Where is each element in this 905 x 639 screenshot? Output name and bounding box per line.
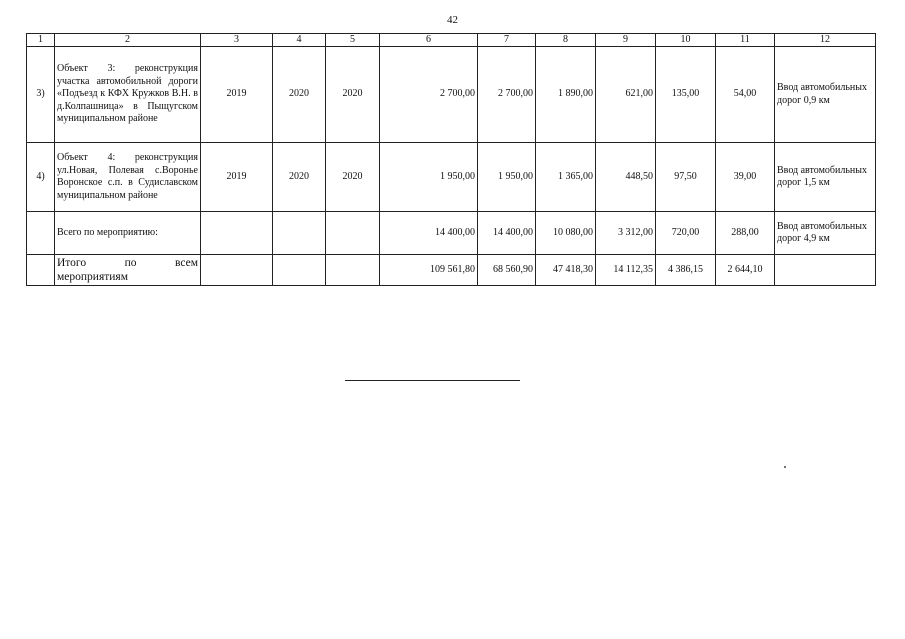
cell-col7: 14 400,00: [478, 212, 536, 255]
cell-col5: [326, 212, 380, 255]
cell-col7: 68 560,90: [478, 255, 536, 286]
column-header: 9: [596, 34, 656, 47]
cell-col10: 97,50: [656, 143, 716, 212]
column-header: 10: [656, 34, 716, 47]
cell-col11: 2 644,10: [716, 255, 775, 286]
column-header: 11: [716, 34, 775, 47]
cell-col8: 1 365,00: [536, 143, 596, 212]
column-header: 3: [201, 34, 273, 47]
cell-col11: 39,00: [716, 143, 775, 212]
column-header: 5: [326, 34, 380, 47]
row-number: 3): [27, 47, 55, 143]
total-label: Всего по мероприятию:: [55, 212, 201, 255]
cell-col4: 2020: [273, 47, 326, 143]
object-name: Объект 3: реконструкция участка автомобильной дороги «Подъезд к КФХ Кружков В.Н. в д.Колпашница» в Пыщугском муниципальном районе: [55, 47, 201, 143]
cell-col3: 2019: [201, 143, 273, 212]
cell-col10: 135,00: [656, 47, 716, 143]
row-number: [27, 255, 55, 286]
cell-col6: 2 700,00: [380, 47, 478, 143]
cell-col10: 720,00: [656, 212, 716, 255]
cell-col6: 14 400,00: [380, 212, 478, 255]
cell-col11: 54,00: [716, 47, 775, 143]
cell-col9: 621,00: [596, 47, 656, 143]
cell-col4: [273, 255, 326, 286]
cell-col5: 2020: [326, 143, 380, 212]
cell-col11: 288,00: [716, 212, 775, 255]
page-number: 42: [447, 14, 458, 26]
table-row-grand-total: [27, 255, 876, 286]
cell-col10: 4 386,15: [656, 255, 716, 286]
row-number: 4): [27, 143, 55, 212]
column-header: 1: [27, 34, 55, 47]
column-header: 7: [478, 34, 536, 47]
column-header: 12: [775, 34, 876, 47]
cell-col8: 1 890,00: [536, 47, 596, 143]
table-row: [27, 47, 876, 143]
table-row-total: [27, 212, 876, 255]
header-row: [27, 34, 876, 47]
scan-speck: [784, 466, 786, 468]
grand-total-label: Итого по всем мероприятиям: [55, 255, 201, 286]
table-row: [27, 143, 876, 212]
cell-col8: 10 080,00: [536, 212, 596, 255]
cell-col3: [201, 255, 273, 286]
column-header: 4: [273, 34, 326, 47]
cell-col6: 109 561,80: [380, 255, 478, 286]
cell-col3: 2019: [201, 47, 273, 143]
cell-col9: 448,50: [596, 143, 656, 212]
object-name: Объект 4: реконструкция ул.Новая, Полевая с.Воронье Воронское с.п. в Судиславском муниципальном районе: [55, 143, 201, 212]
result-cell: Ввод автомобильных дорог 4,9 км: [775, 212, 876, 255]
cell-col4: [273, 212, 326, 255]
cell-col5: 2020: [326, 47, 380, 143]
result-cell: [775, 255, 876, 286]
cell-col8: 47 418,30: [536, 255, 596, 286]
column-header: 2: [55, 34, 201, 47]
row-number: [27, 212, 55, 255]
footer-divider: [345, 380, 520, 381]
result-cell: Ввод автомобильных дорог 1,5 км: [775, 143, 876, 212]
cell-col9: 14 112,35: [596, 255, 656, 286]
cell-col7: 2 700,00: [478, 47, 536, 143]
cell-col7: 1 950,00: [478, 143, 536, 212]
column-header: 8: [536, 34, 596, 47]
cell-col6: 1 950,00: [380, 143, 478, 212]
result-cell: Ввод автомобильных дорог 0,9 км: [775, 47, 876, 143]
cell-col3: [201, 212, 273, 255]
cell-col5: [326, 255, 380, 286]
program-table: [26, 33, 876, 286]
cell-col4: 2020: [273, 143, 326, 212]
cell-col9: 3 312,00: [596, 212, 656, 255]
column-header: 6: [380, 34, 478, 47]
